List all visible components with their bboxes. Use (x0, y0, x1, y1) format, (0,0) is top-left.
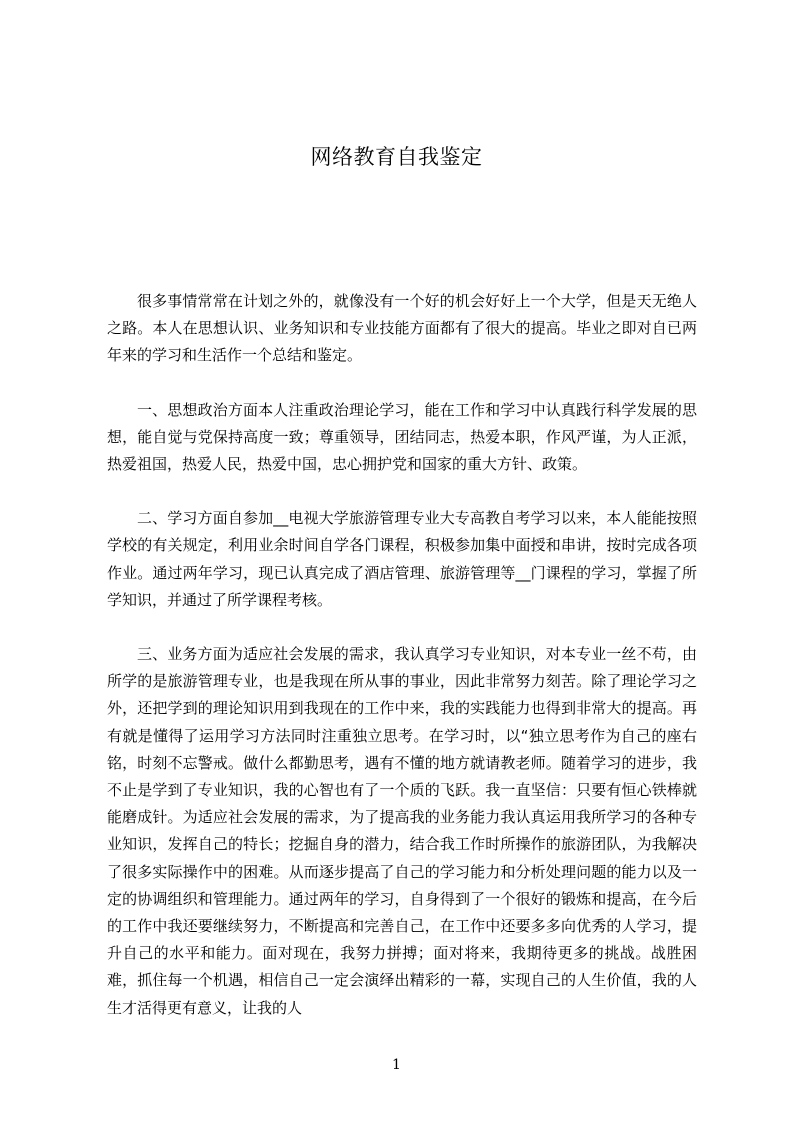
paragraph-study: 二、学习方面自参加__电视大学旅游管理专业大专高教自考学习以来，本人能能按照学校的有关规定，利用业余时间自学各门课程，积极参加集中面授和串讲，按时完成各项作业。通过两年学习，现已认真完成了酒店管理、旅游管理等__门课程的学习，掌握了所学知识，并通过了所学课程考核。 (107, 509, 697, 609)
paragraph-intro: 很多事情常常在计划之外的，就像没有一个好的机会好好上一个大学，但是天无绝人之路。本人在思想认识、业务知识和专业技能方面都有了很大的提高。毕业之即对自已两年来的学习和生活作一个总结和鉴定。 (107, 292, 697, 365)
document-title: 网络教育自我鉴定 (310, 145, 483, 169)
paragraph-politics: 一、思想政治方面本人注重政治理论学习，能在工作和学习中认真践行科学发展的思想，能自觉与党保持高度一致；尊重领导，团结同志，热爱本职，作风严谨，为人正派，热爱祖国，热爱人民，热爱中国，忠心拥护党和国家的重大方针、政策。 (107, 400, 697, 474)
document-body (107, 288, 697, 1022)
paragraph-business: 三、业务方面为适应社会发展的需求，我认真学习专业知识，对本专业一丝不苟，由所学的是旅游管理专业，也是我现在所从事的事业，因此非常努力刻苦。除了理论学习之外，还把学到的理论知识用到我现在的工作中来，我的实践能力也得到非常大的提高。再有就是懂得了运用学习方法同时注重独立思考。在学习时，以“独立思考作为自己的座右铭，时刻不忘警戒。做什么都勤思考，遇有不懂的地方就请教老师。随着学习的进步，我不止是学到了专业知识，我的心智也有了一个质的飞跃。我一直坚信：只要有恒心铁棒就能磨成针。为适应社会发展的需求，为了提高我的业务能力我认真运用我所学习的各种专业知识，发挥自己的特长；挖掘自身的潜力，结合我工作时所操作的旅游团队，为我解决了很多实际操作中的困难。从而逐步提高了自己的学习能力和分析处理问题的能力以及一定的协调组织和管理能力。通过两年的学习，自身得到了一个很好的锻炼和提高，在今后的工作中我还要继续努力，不断提高和完善自己，在工作中还要多多向优秀的人学习，提升自己的水平和能力。面对现在，我努力拼搏；面对将来，我期待更多的挑战。战胜困难，抓住每一个机遇，相信自己一定会演绎出精彩的一幕，实现自己的人生价值，我的人生才活得更有意义，让我的人 (107, 645, 697, 1017)
page-number: 1 (392, 1057, 401, 1073)
